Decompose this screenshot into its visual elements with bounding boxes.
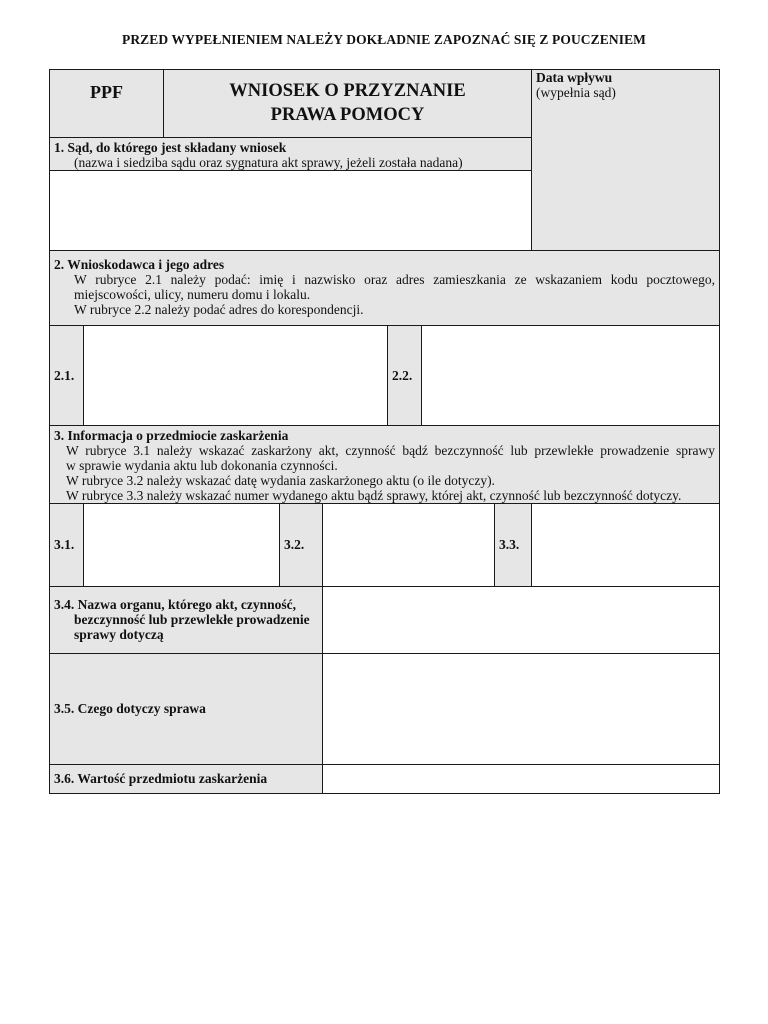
field-2-2-label: 2.2. xyxy=(387,325,422,426)
section3-header xyxy=(49,425,720,504)
section1-heading: 1. Sąd, do którego jest składany wniosek xyxy=(54,140,287,155)
section1-note: (nazwa i siedziba sądu oraz sygnatura akt sprawy, jeżeli została nadana) xyxy=(74,155,463,170)
field-3-5-label: 3.5. Czego dotyczy sprawa xyxy=(49,653,323,765)
field-3-2-label: 3.2. xyxy=(279,503,323,587)
applicant-address-input[interactable] xyxy=(83,325,388,426)
challenged-act-input[interactable] xyxy=(83,503,280,587)
section2-heading: 2. Wnioskodawca i jego adres xyxy=(54,257,225,272)
form-title-line2: PRAWA POMOCY xyxy=(270,105,425,125)
receipt-date-box xyxy=(531,69,720,251)
section3-heading: 3. Informacja o przedmiocie zaskarżenia xyxy=(54,428,289,443)
field-3-3-label: 3.3. xyxy=(494,503,532,587)
authority-name-input[interactable] xyxy=(322,586,720,654)
receipt-date-note: (wypełnia sąd) xyxy=(536,85,616,100)
section3-instruction-1: W rubryce 3.1 należy wskazać zaskarżony akt, czynność bądź bezczynność lub przewlekłe prowadzenie sprawy xyxy=(66,443,715,458)
case-subject-input[interactable] xyxy=(322,653,720,765)
act-number-input[interactable] xyxy=(531,503,720,587)
section2-instruction-3: W rubryce 2.2 należy podać adres do korespondencji. xyxy=(74,302,364,317)
field-3-4-label-line2: bezczynność lub przewlekłe prowadzenie xyxy=(74,612,310,627)
field-3-6-label: 3.6. Wartość przedmiotu zaskarżenia xyxy=(49,764,323,794)
section3-instruction-4: W rubryce 3.3 należy wskazać numer wydanego aktu bądź sprawy, której akt, czynność lub bezczynność dotyczy. xyxy=(66,488,682,503)
claim-value-input[interactable] xyxy=(322,764,720,794)
court-name-input[interactable] xyxy=(49,170,532,251)
correspondence-address-input[interactable] xyxy=(421,325,720,426)
section1-header xyxy=(49,137,532,171)
section3-instruction-2: w sprawie wydania aktu lub dokonania czynności. xyxy=(66,458,338,473)
section3-instruction-3: W rubryce 3.2 należy wskazać datę wydania zaskarżonego aktu (o ile dotyczy). xyxy=(66,473,495,488)
field-2-1-label: 2.1. xyxy=(49,325,84,426)
form-title-line1: WNIOSEK O PRZYZNANIE xyxy=(229,81,466,101)
field-3-4-label xyxy=(49,586,323,654)
field-3-4-label-line1: 3.4. Nazwa organu, którego akt, czynność, xyxy=(54,597,296,612)
field-3-4-label-line3: sprawy dotyczą xyxy=(74,627,164,642)
section2-header xyxy=(49,250,720,326)
receipt-date-label: Data wpływu xyxy=(536,70,613,85)
form-title xyxy=(163,69,532,138)
notice-heading: PRZED WYPEŁNIENIEM NALEŻY DOKŁADNIE ZAPOZNAĆ SIĘ Z POUCZENIEM xyxy=(121,32,647,47)
act-date-input[interactable] xyxy=(322,503,495,587)
field-3-1-label: 3.1. xyxy=(49,503,84,587)
section2-instruction-2: miejscowości, ulicy, numeru domu i lokalu. xyxy=(74,287,311,302)
section2-instruction-1: W rubryce 2.1 należy podać: imię i nazwisko oraz adres zamieszkania ze wskazaniem kodu pocztowego, xyxy=(74,272,715,287)
form-code: PPF xyxy=(49,69,164,138)
